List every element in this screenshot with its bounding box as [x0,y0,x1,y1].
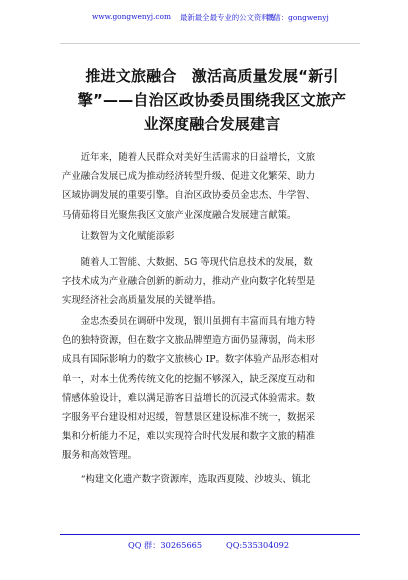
text-line: “构建文化遗产数字资源库，选取西夏陵、沙坡头、镇北 [62,474,311,485]
text-line: 产业融合发展已成为推动经济转型升级、促进文化繁荣、助力 [62,171,316,183]
text-line: 单一，对本土优秀传统文化的挖掘不够深入，缺乏深度互动和 [62,373,316,385]
footer-qq-contact: QQ:535304092 [226,540,290,550]
paragraph-intro [62,148,344,225]
text-line: 集和分析能力不足，难以实现符合时代发展和数字文旅的精准 [62,431,316,443]
footer-divider [60,534,360,535]
header-wechat: 微信：gongwenyj [266,13,329,22]
paragraph-jin-zhongjie [62,312,344,466]
text-line: 近年来，随着人民群众对美好生活需求的日益增长，文旅 [62,152,316,163]
footer-qq-group: QQ 群：30265665 [128,540,203,550]
paragraph-quote [62,470,344,489]
text-line: 实现经济社会高质量发展的关键举措。 [62,295,222,307]
text-line: 字技术成为产业融合创新的新动力，推动产业向数字化转型是 [62,276,316,288]
text-line: 让数智为文化赋能添彩 [62,231,175,242]
text-line: 色的独特资源，但在数字文旅品牌塑造方面仍显薄弱，尚未形 [62,335,316,347]
text-line: 马倩茹将目光聚焦我区文旅产业深度融合发展建言献策。 [62,209,297,221]
section-heading [62,227,344,246]
title-line-2: 擎”——自治区政协委员围绕我区文旅产 [77,91,347,109]
paragraph-digital-tech [62,253,344,311]
text-line: 随着人工智能、大数据、5G 等现代信息技术的发展，数 [62,257,313,268]
title-line-3: 业深度融合发展建言 [143,115,281,133]
text-line: 成具有国际影响力的数字文旅核心 IP。数字体验产品形态相对 [62,354,319,366]
header-divider [60,43,360,44]
document-title [62,64,362,136]
text-line: 服务和高效管理。 [62,450,138,462]
text-line: 金忠杰委员在调研中发现，银川虽拥有丰富而具有地方特 [62,316,316,327]
text-line: 字服务平台建设相对迟缓，智慧景区建设标准不统一，数据采 [62,412,316,424]
title-line-1: 推进文旅融合 激活高质量发展“新引 [85,67,339,85]
text-line: 区域协调发展的重要引擎。自治区政协委员金忠杰、牛学智、 [62,190,316,202]
page-header [0,8,408,28]
header-slogan: 最新最全最专业的公文资料库！ [180,13,284,22]
page-footer [0,538,408,556]
header-website-link[interactable]: www.gongwenyj.com [92,12,171,21]
text-line: 情感体验设计，难以满足游客日益增长的沉浸式体验需求。数 [62,392,316,404]
